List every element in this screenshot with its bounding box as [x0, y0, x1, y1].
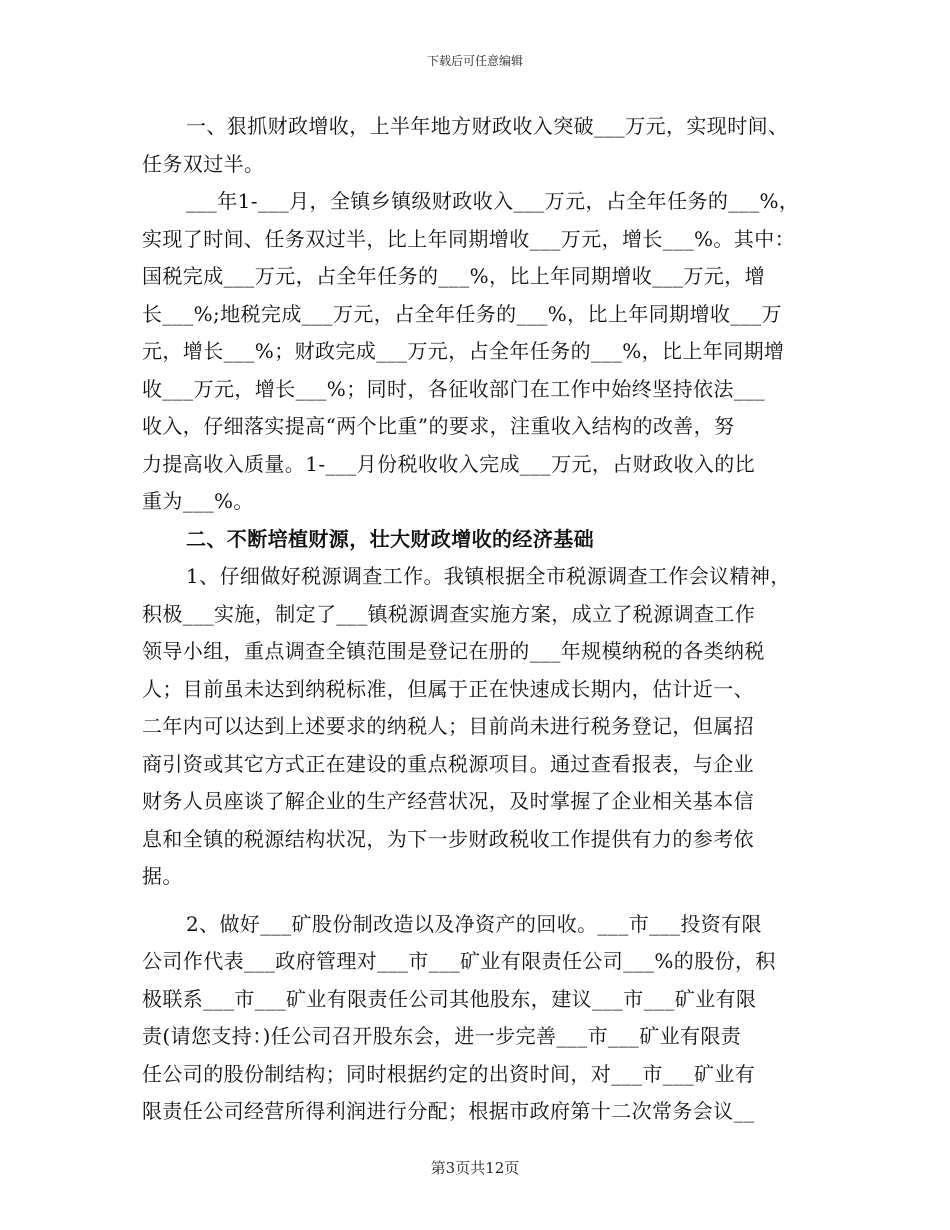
- paragraph-3-line: 责(请您支持：)任公司召开股东会，进一步完善___市___矿业有限责: [142, 1024, 742, 1048]
- paragraph-3-line: 限责任公司经营所得利润进行分配；根据市政府第十二次常务会议__: [142, 1099, 755, 1123]
- paragraph-1-line: 力提高收入质量。1-___月份税收收入完成___万元，占财政收入的比: [142, 451, 756, 476]
- page-header: 下载后可任意编辑: [426, 54, 523, 68]
- paragraph-3-line: 任公司的股份制结构；同时根据约定的出资时间，对___市___矿业有: [142, 1061, 756, 1086]
- paragraph-2-line: 商引资或其它方式正在建设的重点税源项目。通过查看报表，与企业: [142, 751, 754, 776]
- paragraph-2-line: 1、仔细做好税源调查工作。我镇根据全市税源调查工作会议精神，: [186, 564, 791, 588]
- paragraph-1-line: ___年1-___月，全镇乡镇级财政收入___万元，占全年任务的___%，: [186, 189, 800, 213]
- paragraph-2-line: 息和全镇的税源结构状况，为下一步财政税收工作提供有力的参考依: [142, 826, 754, 851]
- paragraph-1-line: 收入，仔细落实提高“两个比重”的要求，注重收入结构的改善，努: [142, 414, 735, 438]
- paragraph-1-line: 长___%;地税完成___万元，占全年任务的___%，比上年同期增收___万: [142, 301, 782, 326]
- paragraph-2-line: 领导小组，重点调查全镇范围是登记在册的___年规模纳税的各类纳税: [142, 639, 765, 663]
- paragraph-2-line: 二年内可以达到上述要求的纳税人；目前尚未进行税务登记，但属招: [142, 714, 754, 738]
- page-number: 第3页共12页: [430, 1159, 520, 1177]
- paragraph-1-line: 国税完成___万元，占全年任务的___%，比上年同期增收___万元，增: [142, 264, 766, 288]
- section-2-heading: 二、不断培植财源，壮大财政增收的经济基础: [186, 526, 594, 551]
- paragraph-2-line: 人；目前虽未达到纳税标准，但属于正在快速成长期内，估计近一、: [142, 676, 754, 701]
- section-1-line: 任务双过半。: [142, 151, 265, 176]
- paragraph-3-line: 2、做好___矿股份制改造以及净资产的回收。___市___投资有限: [186, 911, 762, 936]
- paragraph-1-line: 收___万元，增长___%；同时，各征收部门在工作中始终坚持依法___: [142, 376, 766, 401]
- paragraph-2-line: 积极___实施，制定了___镇税源调查实施方案，成立了税源调查工作: [142, 601, 756, 626]
- paragraph-1-line: 重为___%。: [142, 489, 254, 513]
- paragraph-2-line: 财务人员座谈了解企业的生产经营状况，及时掌握了企业相关基本信: [142, 789, 754, 813]
- paragraph-3-line: 公司作代表___政府管理对___市___矿业有限责任公司___%的股份，积: [142, 949, 776, 973]
- paragraph-1-line: 元，增长___%；财政完成___万元，占全年任务的___%，比上年同期增: [142, 339, 785, 363]
- section-1-line: 一、狠抓财政增收，上半年地方财政收入突破___万元，实现时间、: [186, 114, 789, 138]
- paragraph-1-line: 实现了时间、任务双过半，比上年同期增收___万元，增长___%。其中：: [142, 226, 796, 251]
- paragraph-gap: [142, 896, 822, 906]
- paragraph-2-line: 据。: [142, 864, 183, 888]
- document-body: [142, 108, 822, 1131]
- paragraph-3-line: 极联系___市___矿业有限责任公司其他股东，建议___市___矿业有限: [142, 986, 757, 1011]
